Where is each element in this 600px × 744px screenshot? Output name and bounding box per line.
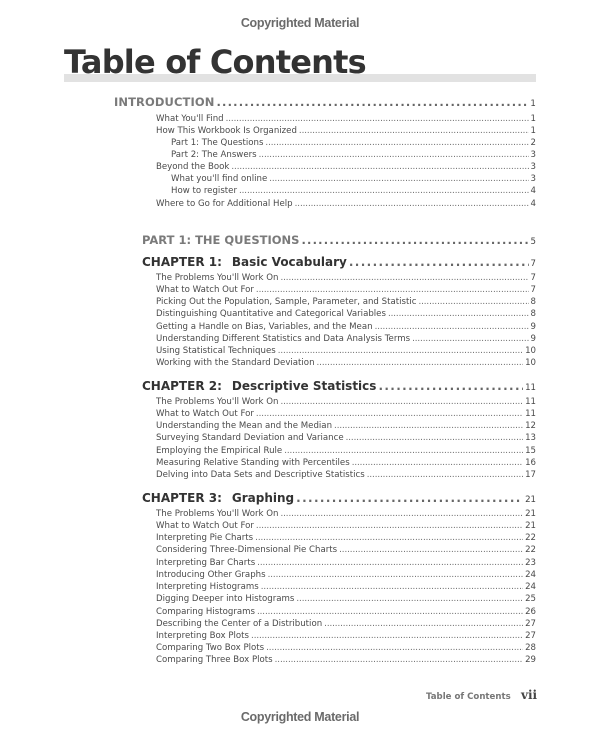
toc-entry[interactable]: What to Watch Out For . . . 21 (156, 520, 536, 532)
toc-entry[interactable]: Interpreting Box Plots . . . 27 (156, 630, 536, 642)
toc-entry[interactable]: Employing the Empirical Rule . . . 15 (156, 445, 536, 457)
toc-entry[interactable]: How to register . . . 4 (171, 185, 536, 197)
copyright-watermark-top: Copyrighted Material (240, 16, 360, 30)
toc-entry[interactable]: Interpreting Histograms . . . 24 (156, 581, 536, 593)
toc-entry[interactable]: Comparing Two Box Plots . . . 28 (156, 642, 536, 654)
page-title: Table of Contents (64, 43, 366, 81)
toc-entry[interactable]: Part 2: The Answers . . . 3 (171, 149, 536, 161)
toc-entry[interactable]: Working with the Standard Deviation . . . 10 (156, 357, 536, 369)
toc-entry[interactable]: The Problems You'll Work On . . . 11 (156, 396, 536, 408)
toc-entry[interactable]: What You'll Find . . . 1 (156, 113, 536, 125)
leader-dots (216, 94, 528, 110)
folio-page-number: vii (521, 688, 538, 702)
toc-chapter-3[interactable]: CHAPTER 3: Graphing . . . 21 (142, 490, 536, 506)
toc-entry[interactable]: Distinguishing Quantitative and Categorical Variables . . . 8 (156, 308, 536, 320)
toc-entry[interactable]: Where to Go for Additional Help . . . 4 (156, 198, 536, 210)
toc-entry[interactable]: Describing the Center of a Distribution . . . 27 (156, 618, 536, 630)
toc-entry[interactable]: Using Statistical Techniques . . . 10 (156, 345, 536, 357)
toc-entry[interactable]: How This Workbook Is Organized . . . 1 (156, 125, 536, 137)
toc-entry[interactable]: Beyond the Book . . . 3 (156, 161, 536, 173)
toc-entry[interactable]: Interpreting Bar Charts . . . 23 (156, 557, 536, 569)
toc-entry[interactable]: Getting a Handle on Bias, Variables, and the Mean . . . 9 (156, 321, 536, 333)
toc-entry[interactable]: What to Watch Out For . . . 7 (156, 284, 536, 296)
toc-entry[interactable]: Comparing Histograms . . . 26 (156, 606, 536, 618)
toc-entry[interactable]: Measuring Relative Standing with Percentiles . . . 16 (156, 457, 536, 469)
toc-entry[interactable]: What you'll find online . . . 3 (171, 173, 536, 185)
toc-entry[interactable]: The Problems You'll Work On . . . 21 (156, 508, 536, 520)
toc-entry[interactable]: What to Watch Out For . . . 11 (156, 408, 536, 420)
toc-entry[interactable]: The Problems You'll Work On . . . 7 (156, 272, 536, 284)
toc-entry[interactable]: Understanding the Mean and the Median . . . 12 (156, 420, 536, 432)
toc-entry[interactable]: Introducing Other Graphs . . . 24 (156, 569, 536, 581)
toc-entry[interactable]: Considering Three-Dimensional Pie Charts . . . 22 (156, 544, 536, 556)
toc-entry[interactable]: Comparing Three Box Plots . . . 29 (156, 654, 536, 666)
copyright-watermark-bottom: Copyrighted Material (240, 710, 360, 724)
toc-chapter-2[interactable]: CHAPTER 2: Descriptive Statistics . . . 11 (142, 378, 536, 394)
toc-entry[interactable]: Digging Deeper into Histograms . . . 25 (156, 593, 536, 605)
toc-label: INTRODUCTION (114, 95, 215, 109)
toc-entry[interactable]: Surveying Standard Deviation and Variance . . . 13 (156, 432, 536, 444)
toc-page-number: 1 (530, 99, 536, 109)
toc-entry[interactable]: Picking Out the Population, Sample, Parameter, and Statistic . . . 8 (156, 296, 536, 308)
running-footer-label: Table of Contents (426, 692, 511, 702)
toc-entry[interactable]: Delving into Data Sets and Descriptive Statistics . . . 17 (156, 469, 536, 481)
toc-part-1[interactable]: PART 1: THE QUESTIONS . . . 5 (142, 232, 536, 248)
toc-chapter-1[interactable]: CHAPTER 1: Basic Vocabulary . . . 7 (142, 254, 536, 270)
toc-entry[interactable]: Interpreting Pie Charts . . . 22 (156, 532, 536, 544)
toc-introduction[interactable] (114, 94, 536, 110)
toc-entry[interactable]: Understanding Different Statistics and Data Analysis Terms . . . 9 (156, 333, 536, 345)
toc-entry[interactable]: Part 1: The Questions . . . 2 (171, 137, 536, 149)
